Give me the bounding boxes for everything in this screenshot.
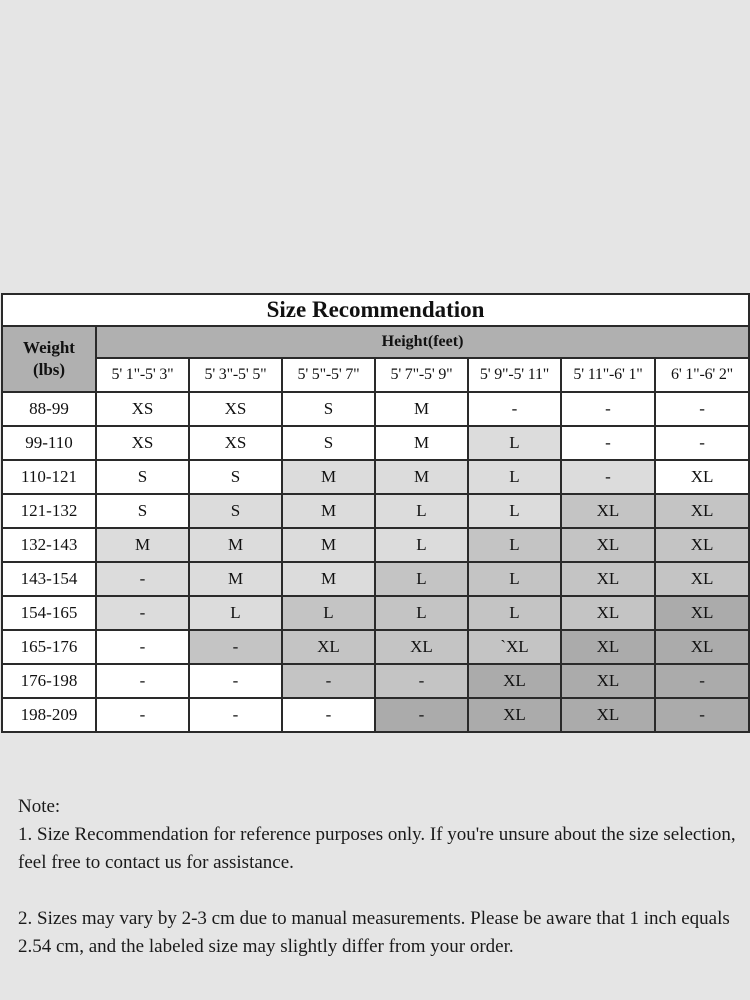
size-cell: L (375, 562, 468, 596)
size-cell: XS (96, 392, 189, 426)
size-cell: - (189, 630, 282, 664)
height-header: Height(feet) (96, 326, 749, 358)
size-cell: XL (561, 528, 655, 562)
table-row (2, 596, 749, 630)
notes-heading: Note: (18, 796, 61, 817)
size-cell: L (468, 494, 561, 528)
size-cell: - (282, 664, 375, 698)
size-cell: XL (655, 494, 749, 528)
size-cell: L (468, 596, 561, 630)
size-cell: L (189, 596, 282, 630)
table-row (2, 630, 749, 664)
height-ranges-row (2, 358, 749, 392)
weight-range-cell: 176-198 (2, 664, 96, 698)
size-cell: M (282, 494, 375, 528)
size-cell: L (468, 460, 561, 494)
size-cell: L (468, 528, 561, 562)
table-row (2, 494, 749, 528)
size-cell: - (375, 698, 468, 732)
note-item-1: 1. Size Recommendation for reference purposes only. If you're unsure about the size selection, feel free to contact us for assistance. (18, 824, 736, 873)
weight-range-cell: 154-165 (2, 596, 96, 630)
size-cell: XL (561, 698, 655, 732)
size-cell: M (282, 562, 375, 596)
weight-range-cell: 121-132 (2, 494, 96, 528)
weight-header-line1: Weight (23, 338, 75, 357)
size-cell: XL (561, 494, 655, 528)
table-row (2, 460, 749, 494)
weight-range-cell: 165-176 (2, 630, 96, 664)
table-row (2, 562, 749, 596)
size-cell: - (561, 426, 655, 460)
height-range-header: 5' 1"-5' 3" (96, 358, 189, 392)
size-cell: - (189, 698, 282, 732)
size-cell: XL (655, 630, 749, 664)
size-cell: - (655, 426, 749, 460)
size-cell: XS (189, 392, 282, 426)
size-cell: M (189, 528, 282, 562)
weight-range-cell: 132-143 (2, 528, 96, 562)
note-item-2: 2. Sizes may vary by 2-3 cm due to manual measurements. Please be aware that 1 inch equals 2.54 cm, and the labeled size may slightly differ from your order. (18, 908, 730, 957)
size-cell: XL (561, 562, 655, 596)
size-cell: M (375, 460, 468, 494)
size-cell: - (561, 460, 655, 494)
table-row (2, 664, 749, 698)
size-cell: L (375, 494, 468, 528)
table-row (2, 528, 749, 562)
notes-spacer (18, 877, 743, 905)
size-cell: - (96, 698, 189, 732)
size-cell: M (96, 528, 189, 562)
size-cell: XL (655, 562, 749, 596)
size-cell: S (96, 494, 189, 528)
size-cell: L (468, 562, 561, 596)
size-cell: M (375, 426, 468, 460)
size-cell: L (375, 528, 468, 562)
size-cell: - (96, 562, 189, 596)
size-cell: XL (282, 630, 375, 664)
weight-range-cell: 143-154 (2, 562, 96, 596)
size-cell: - (655, 392, 749, 426)
weight-range-cell: 88-99 (2, 392, 96, 426)
size-cell: XL (468, 664, 561, 698)
size-cell: XL (655, 528, 749, 562)
size-cell: - (96, 630, 189, 664)
size-cell: - (468, 392, 561, 426)
size-cell: - (655, 698, 749, 732)
size-cell: XS (96, 426, 189, 460)
size-cell: S (189, 494, 282, 528)
height-range-header: 5' 5"-5' 7" (282, 358, 375, 392)
height-range-header: 5' 11"-6' 1" (561, 358, 655, 392)
height-range-header: 5' 9"-5' 11" (468, 358, 561, 392)
size-cell: M (282, 460, 375, 494)
size-cell: S (282, 392, 375, 426)
size-cell: L (282, 596, 375, 630)
height-range-header: 5' 7"-5' 9" (375, 358, 468, 392)
table-row (2, 426, 749, 460)
weight-header-line2: (lbs) (32, 360, 66, 379)
size-cell: XL (375, 630, 468, 664)
size-cell: - (96, 664, 189, 698)
weight-range-cell: 99-110 (2, 426, 96, 460)
size-cell: - (282, 698, 375, 732)
size-cell: M (375, 392, 468, 426)
size-cell: XL (655, 596, 749, 630)
height-range-header: 5' 3"-5' 5" (189, 358, 282, 392)
table-row (2, 698, 749, 732)
size-cell: XL (655, 460, 749, 494)
size-cell: XL (468, 698, 561, 732)
size-cell: - (96, 596, 189, 630)
size-cell: XS (189, 426, 282, 460)
table-row (2, 392, 749, 426)
size-cell: - (375, 664, 468, 698)
size-cell: S (189, 460, 282, 494)
size-cell: L (375, 596, 468, 630)
size-cell: - (561, 392, 655, 426)
size-cell: M (282, 528, 375, 562)
size-cell: S (96, 460, 189, 494)
table-title: Size Recommendation (2, 294, 749, 326)
size-cell: - (189, 664, 282, 698)
size-cell: S (282, 426, 375, 460)
size-cell: XL (561, 596, 655, 630)
weight-column-header (2, 326, 96, 392)
table-body (2, 392, 749, 732)
weight-range-cell: 198-209 (2, 698, 96, 732)
height-range-header: 6' 1"-6' 2" (655, 358, 749, 392)
size-cell: - (655, 664, 749, 698)
notes-section (18, 793, 743, 961)
size-cell: `XL (468, 630, 561, 664)
weight-range-cell: 110-121 (2, 460, 96, 494)
size-recommendation-table (1, 293, 750, 733)
size-cell: L (468, 426, 561, 460)
size-cell: M (189, 562, 282, 596)
size-cell: XL (561, 630, 655, 664)
size-cell: XL (561, 664, 655, 698)
